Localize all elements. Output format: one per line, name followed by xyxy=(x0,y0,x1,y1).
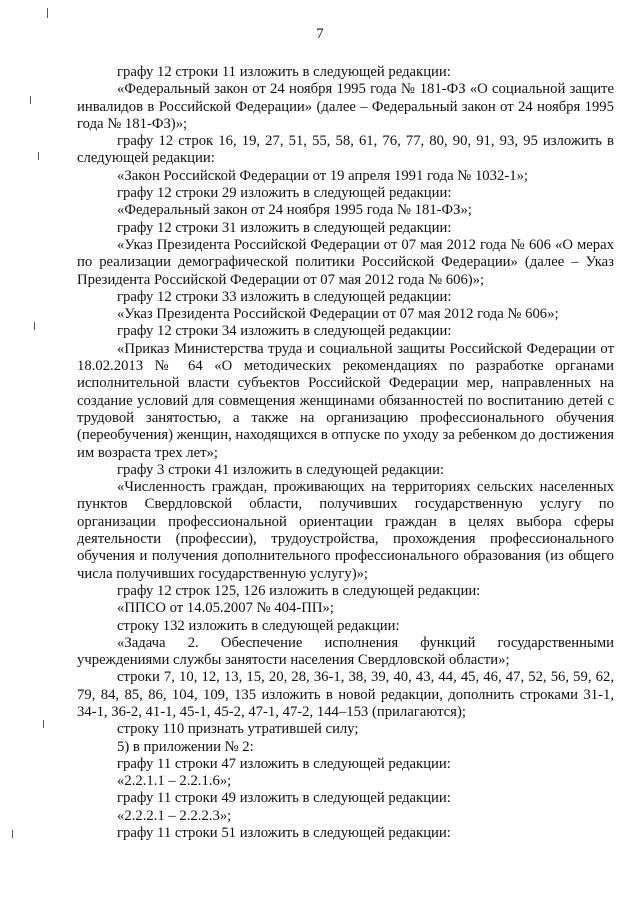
paragraph: графу 12 строки 29 изложить в следующей редакции: xyxy=(117,185,452,202)
paragraph: графу 12 строки 34 изложить в следующей редакции: xyxy=(117,323,452,340)
paragraph: строки 7, 10, 12, 13, 15, 20, 28, 36-1, 38, 39, 40, 43, 44, 45, 46, 47, 52, 56, 59, 62, 79, 84, 85, 86, 104, 109, 135 изложить в новой редакции, дополнить строками 31-1, 34-1, 36-2, 41-1, 45-1, 45-2, 47-1, 47-2, 144–153 (прилагаются); xyxy=(77,669,614,720)
paragraph: графу 12 строки 31 изложить в следующей редакции: xyxy=(117,219,452,236)
paragraph: «Федеральный закон от 24 ноября 1995 года № 181-ФЗ»; xyxy=(117,202,472,219)
scan-artifact xyxy=(43,720,44,728)
paragraph: строку 132 изложить в следующей редакции: xyxy=(117,617,400,634)
scan-artifact xyxy=(38,152,39,160)
paragraph: «Федеральный закон от 24 ноября 1995 года № 181-ФЗ «О социальной защите инвалидов в Российской Федерации» (далее – Федеральный закон от 24 ноября 1995 года № 181-ФЗ)»; xyxy=(77,81,614,132)
page-number: 7 xyxy=(316,26,324,42)
paragraph: «Численность граждан, проживающих на территориях сельских населенных пунктов Свердловской области, получивших государственную услугу по организации профессиональной ориентации граждан в целях выбора сферы деятельности (профессии), трудоустройства, прохождения профессионального обучения и получения дополнительного профессионального образования (из общего числа получивших государственную услугу)»; xyxy=(77,479,614,582)
paragraph: 5) в приложении № 2: xyxy=(117,738,254,755)
paragraph: графу 3 строки 41 изложить в следующей редакции: xyxy=(117,461,445,478)
document-body xyxy=(77,64,614,842)
paragraph: «2.2.2.1 – 2.2.2.3»; xyxy=(117,807,232,824)
paragraph: «Закон Российской Федерации от 19 апреля 1991 года № 1032-1»; xyxy=(117,167,528,184)
paragraph: графу 12 строки 33 изложить в следующей редакции: xyxy=(117,288,452,305)
paragraph: графу 11 строки 49 изложить в следующей редакции: xyxy=(117,790,451,807)
scan-artifact xyxy=(34,322,35,330)
paragraph: графу 12 строк 16, 19, 27, 51, 55, 58, 61, 76, 77, 80, 90, 91, 93, 95 изложить в следующей редакции: xyxy=(77,133,614,167)
paragraph: «ППСО от 14.05.2007 № 404-ПП»; xyxy=(117,600,334,617)
paragraph: «Указ Президента Российской Федерации от 07 мая 2012 года № 606 «О мерах по реализации демографической политики Российской Федерации» (далее – Указ Президента Российской Федерации от 07 мая 2012 года № 606)»; xyxy=(77,236,614,288)
paragraph: «Указ Президента Российской Федерации от 07 мая 2012 года № 606»; xyxy=(117,306,559,323)
paragraph: «Приказ Министерства труда и социальной защиты Российской Федерации от 18.02.2013 № 64 «О методических рекомендациях по разработке органами исполнительной власти субъектов Российской Федерации мер, направленных на создание условий для совмещения женщинами обязанностей по воспитанию детей с трудовой занятостью, а также на организацию профессионального обучения (переобучения) женщин, находящихся в отпуске по уходу за ребенком до достижения им возраста трех лет»; xyxy=(77,340,614,461)
paragraph: графу 12 строк 125, 126 изложить в следующей редакции: xyxy=(117,582,481,599)
paragraph: «Задача 2. Обеспечение исполнения функций государственными учреждениями службы занятости населения Свердловской области»; xyxy=(77,634,614,669)
paragraph: строку 110 признать утратившей силу; xyxy=(117,721,359,738)
paragraph: графу 11 строки 51 изложить в следующей редакции: xyxy=(117,825,451,842)
paragraph: графу 11 строки 47 изложить в следующей редакции: xyxy=(117,755,451,772)
paragraph: «2.2.1.1 – 2.2.1.6»; xyxy=(117,773,232,790)
scan-artifact xyxy=(30,96,31,104)
paragraph: графу 12 строки 11 изложить в следующей редакции: xyxy=(117,64,451,80)
scan-artifact xyxy=(47,8,48,18)
scan-artifact xyxy=(12,830,13,838)
